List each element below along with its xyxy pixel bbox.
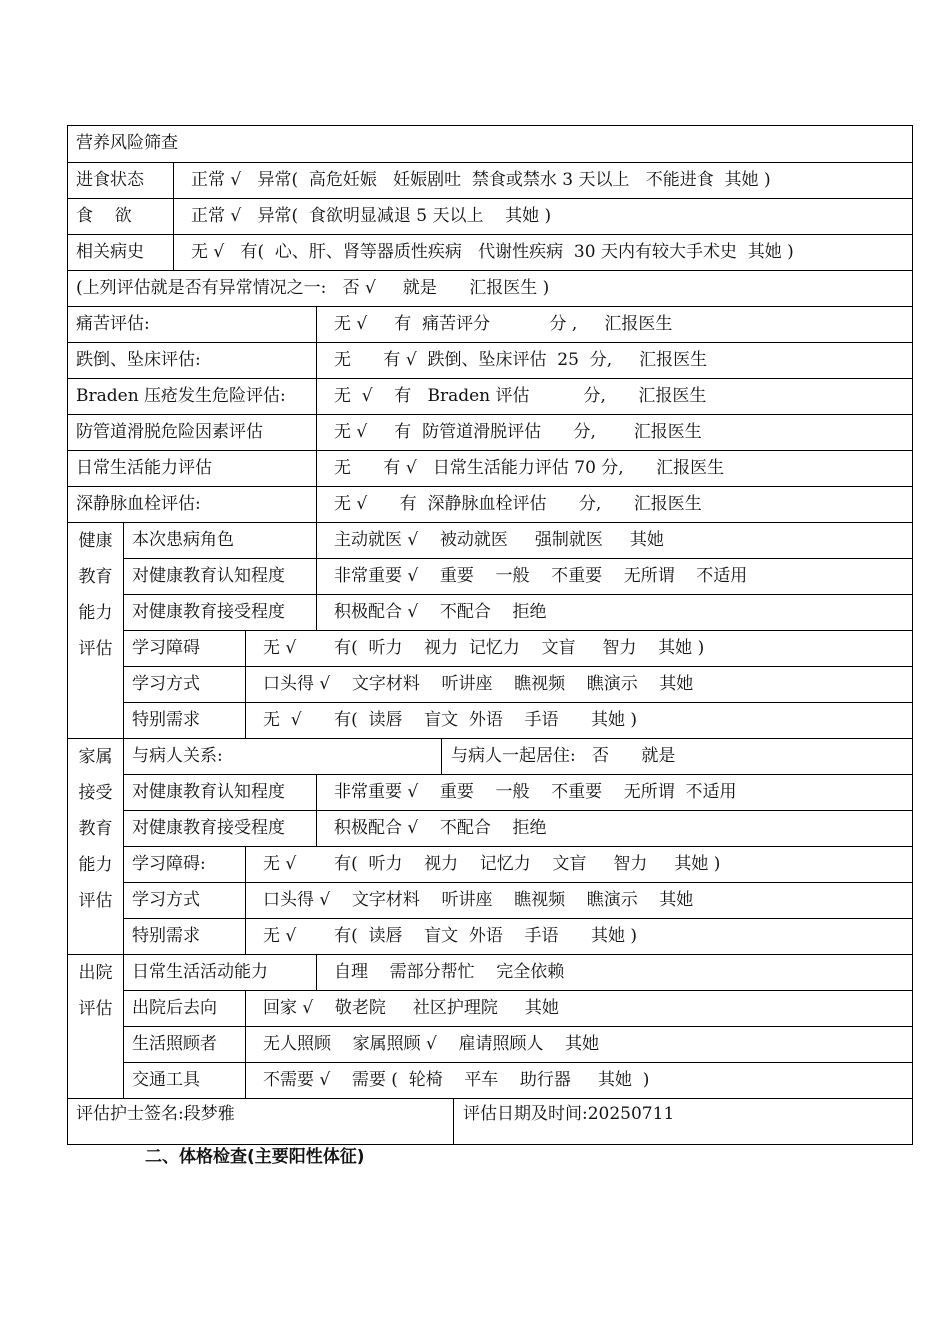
assessment-label: 痛苦评估: — [76, 314, 150, 334]
nutrition-summary-row — [68, 270, 912, 307]
intake-row — [68, 162, 912, 199]
signature-row — [68, 1098, 912, 1145]
cognition-label: 对健康教育认知程度 — [132, 566, 285, 586]
block-label-char: 教育 — [78, 567, 113, 587]
block-label-char: 教育 — [78, 819, 113, 839]
assessment-label: 日常生活能力评估 — [76, 458, 212, 478]
assessment-value: 无 √ 有 深静脉血栓评估 分, 汇报医生 — [334, 494, 702, 514]
block-label-char: 接受 — [78, 783, 113, 803]
block-label-char: 评估 — [78, 639, 113, 659]
block-label-char: 能力 — [78, 603, 113, 623]
barrier-label: 学习障碍: — [132, 854, 206, 874]
appetite-label: 食 欲 — [76, 206, 132, 226]
patient-acceptance-row — [124, 594, 912, 631]
discharge-caregiver-row — [124, 1026, 912, 1063]
history-label: 相关病史 — [76, 242, 144, 262]
nutrition-title: 营养风险筛查 — [76, 133, 178, 153]
cohabit-label: 与病人一起居住: 否 就是 — [451, 746, 676, 766]
barrier-value: 无 √ 有( 听力 视力 记忆力 文盲 智力 其她 ) — [263, 638, 705, 658]
assessment-value: 无 √ 有 Braden 评估 分, 汇报医生 — [334, 386, 707, 406]
caregiver-label: 生活照顾者 — [132, 1034, 217, 1054]
assessment-row — [68, 378, 912, 415]
family-cognition-row — [124, 774, 912, 811]
block-label-char: 出院 — [78, 963, 113, 983]
discharge-adl-row — [124, 954, 912, 991]
discharge-transport-row — [124, 1062, 912, 1099]
destination-label: 出院后去向 — [132, 998, 217, 1018]
block-label-char: 家属 — [78, 747, 113, 767]
family-needs-row — [124, 918, 912, 955]
appetite-value: 正常 √ 异常( 食欲明显减退 5 天以上 其她 ) — [191, 206, 552, 226]
discharge-destination-row — [124, 990, 912, 1027]
family-method-row — [124, 882, 912, 919]
transport-value: 不需要 √ 需要 ( 轮椅 平车 助行器 其她 ) — [263, 1070, 650, 1090]
method-value: 口头得 √ 文字材料 听讲座 瞧视频 瞧演示 其她 — [263, 674, 694, 694]
barrier-value: 无 √ 有( 听力 视力 记忆力 文盲 智力 其她 ) — [263, 854, 721, 874]
assessment-row — [68, 306, 912, 343]
assessment-label: Braden 压疮发生危险评估: — [76, 386, 286, 406]
acceptance-label: 对健康教育接受程度 — [132, 602, 285, 622]
family-edu-block-label — [68, 739, 123, 919]
block-label-char: 评估 — [78, 891, 113, 911]
role-label: 本次患病角色 — [132, 530, 234, 550]
nurse-signature: 评估护士签名:段梦雅 — [76, 1104, 235, 1124]
family-relation-row — [124, 738, 912, 775]
acceptance-value: 积极配合 √ 不配合 拒绝 — [334, 602, 547, 622]
assessment-value: 无 √ 有 防管道滑脱评估 分, 汇报医生 — [334, 422, 702, 442]
assessment-row — [68, 342, 912, 379]
assessment-label: 跌倒、坠床评估: — [76, 350, 201, 370]
method-label: 学习方式 — [132, 890, 200, 910]
patient-edu-block-label — [68, 523, 123, 667]
patient-needs-row — [124, 702, 912, 739]
block-label-char: 能力 — [78, 855, 113, 875]
patient-cognition-row — [124, 558, 912, 595]
discharge-block-label — [68, 955, 123, 1027]
cognition-value: 非常重要 √ 重要 一般 不重要 无所谓 不适用 — [334, 566, 748, 586]
adl-value: 自理 需部分帮忙 完全依赖 — [334, 962, 565, 982]
family-acceptance-row — [124, 810, 912, 847]
intake-value: 正常 √ 异常( 高危妊娠 妊娠剧吐 禁食或禁水 3 天以上 不能进食 其她 ) — [191, 170, 771, 190]
assessment-label: 防管道滑脱危险因素评估 — [76, 422, 263, 442]
assessment-value: 无 有 √ 跌倒、坠床评估 25 分, 汇报医生 — [334, 350, 708, 370]
nutrition-title-row — [68, 126, 912, 162]
assessment-value: 无 有 √ 日常生活能力评估 70 分, 汇报医生 — [334, 458, 725, 478]
cognition-label: 对健康教育认知程度 — [132, 782, 285, 802]
assessment-value: 无 √ 有 痛苦评分 分 , 汇报医生 — [334, 314, 673, 334]
block-label-char: 健康 — [78, 531, 113, 551]
needs-label: 特别需求 — [132, 926, 200, 946]
nutrition-summary: (上列评估就是否有异常情况之一: 否 √ 就是 汇报医生 ) — [76, 278, 550, 298]
intake-label: 进食状态 — [76, 170, 144, 190]
acceptance-value: 积极配合 √ 不配合 拒绝 — [334, 818, 547, 838]
assessment-row — [68, 414, 912, 451]
assessment-form — [67, 125, 913, 1145]
relation-label: 与病人关系: — [132, 746, 223, 766]
caregiver-value: 无人照顾 家属照顾 √ 雇请照顾人 其她 — [263, 1034, 600, 1054]
needs-value: 无 √ 有( 读唇 盲文 外语 手语 其她 ) — [263, 710, 637, 730]
role-value: 主动就医 √ 被动就医 强制就医 其她 — [334, 530, 664, 550]
needs-label: 特别需求 — [132, 710, 200, 730]
cognition-value: 非常重要 √ 重要 一般 不重要 无所谓 不适用 — [334, 782, 737, 802]
appetite-row — [68, 198, 912, 235]
assessment-label: 深静脉血栓评估: — [76, 494, 201, 514]
assessment-row — [68, 486, 912, 523]
history-value: 无 √ 有( 心、肝、肾等器质性疾病 代谢性疾病 30 天内有较大手术史 其她 ) — [191, 242, 794, 262]
barrier-label: 学习障碍 — [132, 638, 200, 658]
family-barrier-row — [124, 846, 912, 883]
transport-label: 交通工具 — [132, 1070, 200, 1090]
adl-label: 日常生活活动能力 — [132, 962, 268, 982]
block-label-char: 评估 — [78, 999, 113, 1019]
acceptance-label: 对健康教育接受程度 — [132, 818, 285, 838]
patient-method-row — [124, 666, 912, 703]
patient-barrier-row — [124, 630, 912, 667]
assessment-datetime: 评估日期及时间:20250711 — [463, 1104, 675, 1124]
assessment-row — [68, 450, 912, 487]
needs-value: 无 √ 有( 读唇 盲文 外语 手语 其她 ) — [263, 926, 637, 946]
history-row — [68, 234, 912, 271]
physical-exam-section-title: 二、体格检查(主要阳性体征) — [145, 1147, 365, 1167]
method-label: 学习方式 — [132, 674, 200, 694]
patient-role-row — [124, 522, 912, 559]
method-value: 口头得 √ 文字材料 听讲座 瞧视频 瞧演示 其她 — [263, 890, 694, 910]
destination-value: 回家 √ 敬老院 社区护理院 其她 — [263, 998, 559, 1018]
